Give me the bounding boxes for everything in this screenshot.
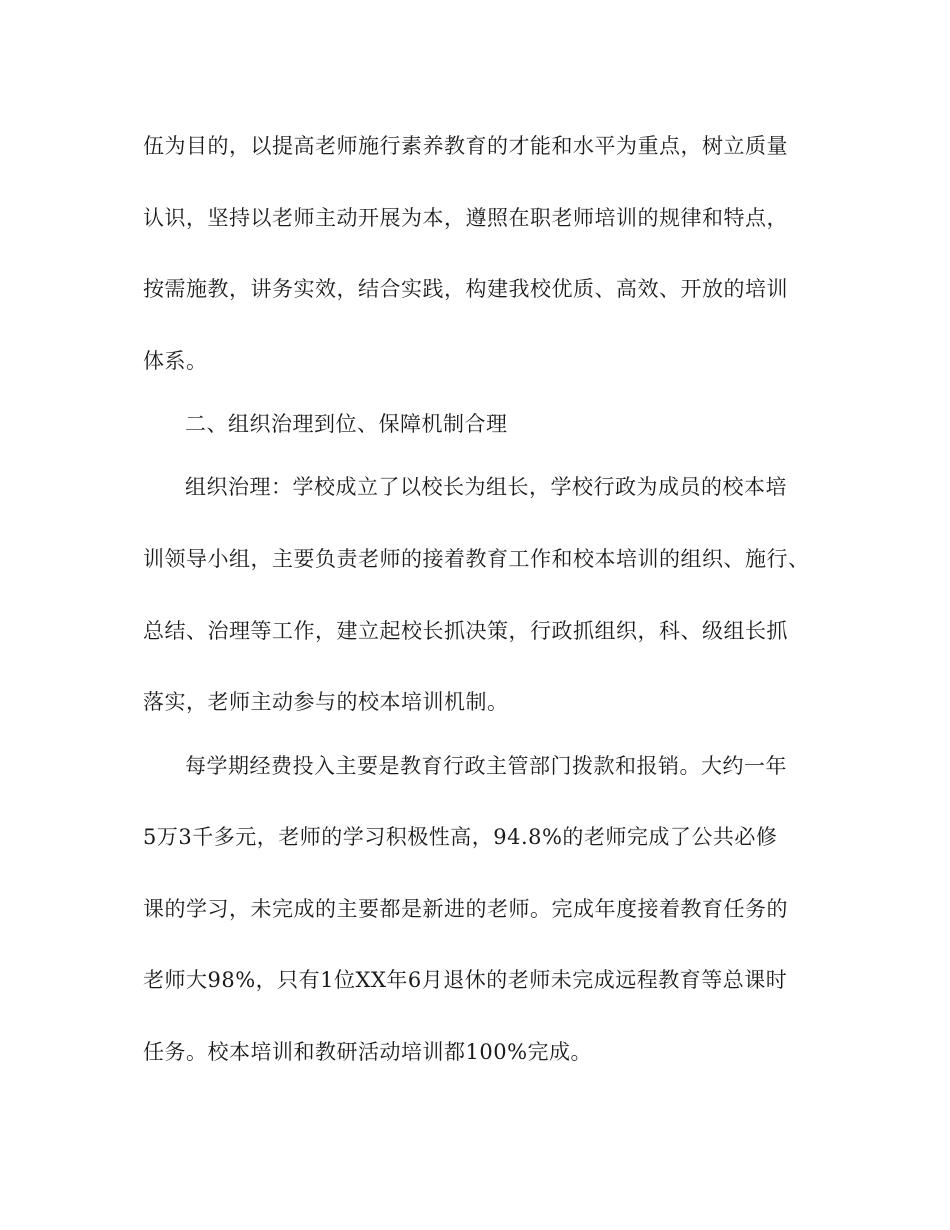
text-line-1: 伍为目的，以提高老师施行素养教育的才能和水平为重点，树立质量 xyxy=(143,134,788,158)
text-line-14: 任务。校本培训和教研活动培训都100%完成。 xyxy=(143,1040,593,1064)
text-line-8: 总结、治理等工作，建立起校长抓决策，行政抓组织，科、级组长抓 xyxy=(143,619,788,643)
text-line-13: 老师大98%，只有1位XX年6月退休的老师未完成远程教育等总课时 xyxy=(143,968,788,992)
text-line-3: 按需施教，讲务实效，结合实践，构建我校优质、高效、开放的培训 xyxy=(143,277,788,301)
text-line-9: 落实，老师主动参与的校本培训机制。 xyxy=(143,690,509,714)
section-heading: 二、组织治理到位、保障机制合理 xyxy=(185,412,508,436)
text-line-11: 5万3千多元，老师的学习积极性高，94.8%的老师完成了公共必修 xyxy=(143,825,778,849)
text-line-2: 认识，坚持以老师主动开展为本，遵照在职老师培训的规律和特点， xyxy=(143,206,788,230)
text-line-7: 训领导小组，主要负责老师的接着教育工作和校本培训的组织、施行、 xyxy=(143,547,810,571)
text-line-4: 体系。 xyxy=(143,349,208,373)
text-line-6: 组织治理：学校成立了以校长为组长，学校行政为成员的校本培 xyxy=(185,475,787,499)
text-line-12: 课的学习，未完成的主要都是新进的老师。完成年度接着教育任务的 xyxy=(143,897,788,921)
text-line-10: 每学期经费投入主要是教育行政主管部门拨款和报销。大约一年 xyxy=(185,754,787,778)
